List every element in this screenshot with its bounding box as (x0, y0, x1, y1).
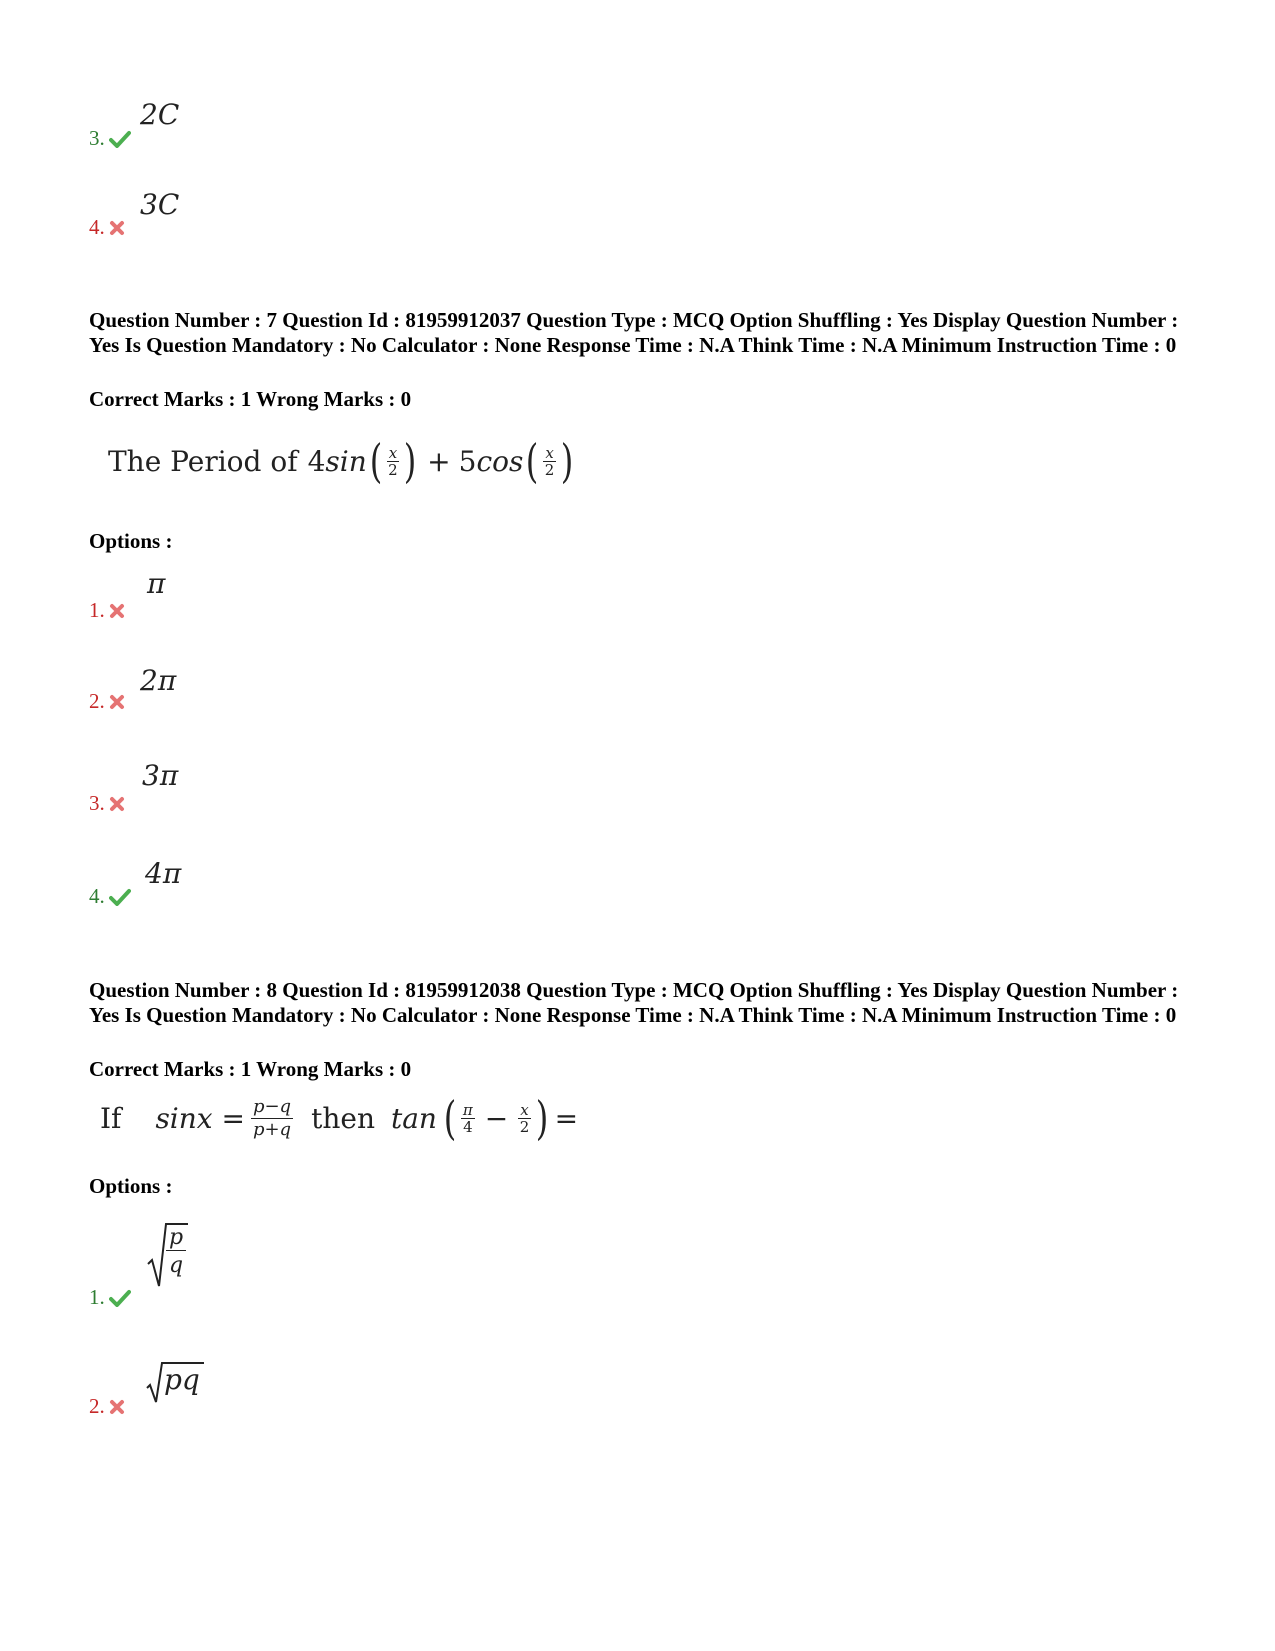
frac-num: x (520, 1100, 529, 1119)
q7-option-3-value: 3π (142, 759, 179, 792)
option-number: 3. (89, 791, 105, 815)
cross-icon (109, 220, 125, 241)
cross-icon (109, 1399, 125, 1420)
q7-prefix: The Period of (108, 444, 298, 478)
q8-options-label: Options : (89, 1174, 173, 1198)
q7-term1-coef: 4 (307, 444, 326, 478)
option-number: 4. (89, 215, 105, 239)
cross-icon (109, 603, 125, 624)
q8-option-1[interactable] (89, 1285, 131, 1312)
frac-num: p−q (252, 1095, 292, 1117)
option-number: 2. (89, 1394, 105, 1418)
q8-frac-a (461, 1102, 475, 1135)
q8-lhs: sinx = (155, 1101, 245, 1135)
q7-option-4[interactable] (89, 884, 131, 911)
option-number: 4. (89, 884, 105, 908)
frac-num: x (388, 443, 398, 462)
q8-option-2[interactable] (89, 1394, 125, 1420)
prev-option-4-value: 3C (140, 188, 180, 221)
frac-num: π (462, 1100, 473, 1119)
q7-question: The Period of 4 sin ( $\frac{x}{2}$ ) + 5 cos ( $\frac{x}{2}$ ) (108, 434, 574, 488)
q7-option-4-value: 4π (145, 857, 182, 890)
q7-option-3[interactable] (89, 791, 125, 817)
q7-option-1-value: π (147, 567, 166, 600)
q7-term2-fn: cos (476, 444, 524, 478)
q7-option-1[interactable] (89, 598, 125, 624)
option-number: 1. (89, 1285, 105, 1309)
q7-frac-2 (543, 445, 555, 478)
option-number: 2. (89, 689, 105, 713)
option-number: 3. (89, 126, 105, 150)
q7-option-2[interactable] (89, 689, 125, 715)
prev-option-4 (89, 215, 125, 241)
check-icon (109, 1289, 131, 1312)
cross-icon (109, 796, 125, 817)
frac-den: 2 (544, 460, 555, 479)
q7-frac-1 (387, 445, 399, 478)
q7-term2-coef: 5 (458, 444, 477, 478)
frac-num: x (545, 443, 554, 462)
sqrt-content: pq (164, 1363, 200, 1396)
q8-option-1-value (146, 1222, 190, 1290)
check-icon (109, 130, 131, 153)
q7-term1-fn: sin (325, 444, 367, 478)
q7-plus: + (427, 444, 451, 478)
q8-if: If (100, 1101, 122, 1135)
q8-meta: Question Number : 8 Question Id : 81959912038 Question Type : MCQ Option Shuffling : Yes Display Question Number : Yes Is Question Mandatory : No Calculator : None Response Time : N.A Think Time : N.A Minimum Instruction Time : 0 (89, 978, 1179, 1027)
q7-options-label: Options : (89, 529, 173, 553)
frac-den: 4 (463, 1117, 473, 1136)
frac-num: p (166, 1226, 186, 1251)
q8-frac-b (518, 1102, 530, 1135)
prev-option-3-value: 2C (140, 98, 180, 131)
q7-option-2-value: 2π (140, 664, 177, 697)
frac-den: 2 (519, 1117, 530, 1136)
q7-meta: Question Number : 7 Question Id : 81959912037 Question Type : MCQ Option Shuffling : Yes Display Question Number : Yes Is Question Mandatory : No Calculator : None Response Time : N.A Think Time : N.A Minimum Instruction Time : 0 (89, 308, 1179, 357)
q8-frac (251, 1096, 293, 1141)
q8-option-2-value (146, 1360, 206, 1404)
q8-fn: tan (390, 1101, 437, 1135)
frac-den: 2 (388, 460, 398, 479)
q8-then: then (311, 1101, 375, 1135)
q7-marks: Correct Marks : 1 Wrong Marks : 0 (89, 387, 412, 411)
cross-icon (109, 694, 125, 715)
option-number: 1. (89, 598, 105, 622)
frac-den: q (168, 1253, 184, 1278)
frac-den: p+q (252, 1118, 292, 1140)
prev-option-3 (89, 126, 131, 153)
q8-marks: Correct Marks : 1 Wrong Marks : 0 (89, 1057, 412, 1081)
q8-equals: = (554, 1101, 579, 1135)
q8-minus: − (484, 1101, 509, 1135)
check-icon (109, 888, 131, 911)
q8-question: If sinx = $\frac{p-q}{p+q}$ then tan ( $\frac{\pi}{4}$ − $\frac{x}{2}$ ) = (100, 1091, 579, 1145)
